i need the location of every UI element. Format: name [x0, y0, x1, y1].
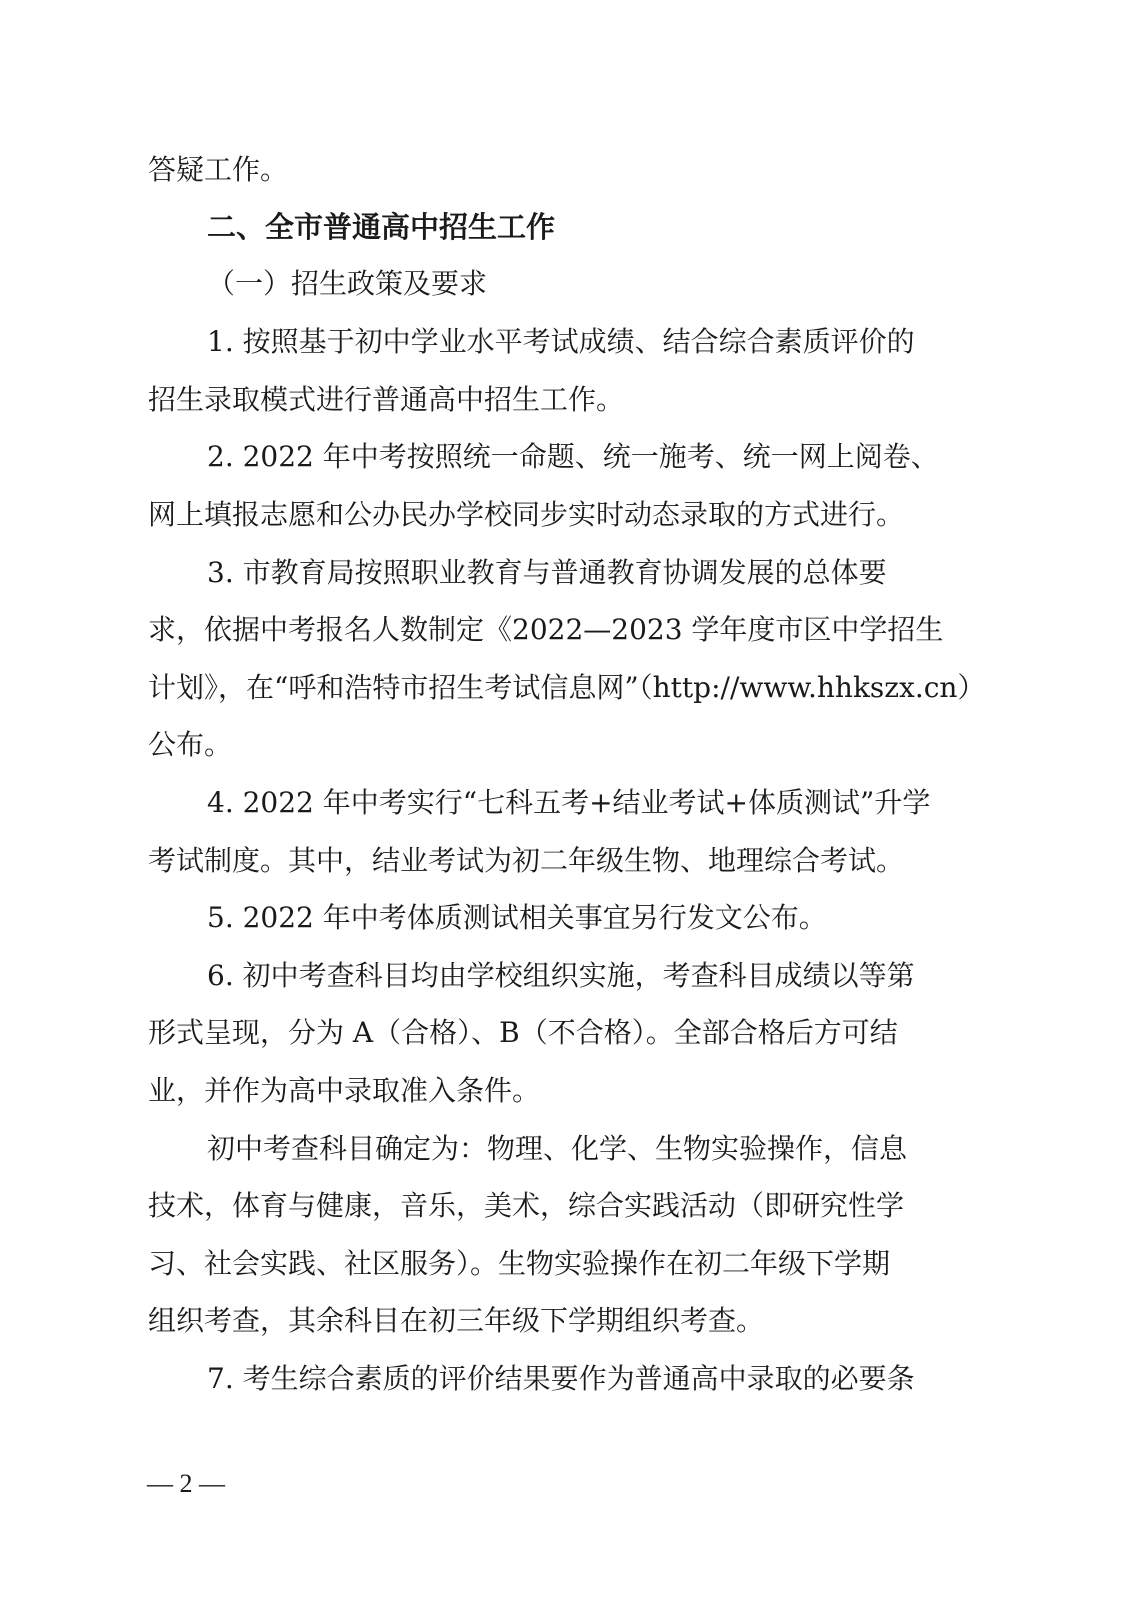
text-line: 求，依据中考报名人数制定《2022—2023 学年度市区中学招生: [148, 613, 944, 646]
text-line: 习、社会实践、社区服务）。生物实验操作在初二年级下学期: [148, 1247, 891, 1280]
text-line: 5. 2022 年中考体质测试相关事宜另行发文公布。: [207, 901, 827, 934]
text-line: 1. 按照基于初中学业水平考试成绩、结合综合素质评价的: [207, 325, 915, 358]
text-line: 考试制度。其中，结业考试为初二年级生物、地理综合考试。: [148, 844, 905, 877]
text-line: 招生录取模式进行普通高中招生工作。: [148, 383, 625, 416]
text-line: 组织考查，其余科目在初三年级下学期组织考查。: [148, 1304, 765, 1337]
text-line: 公布。: [148, 728, 233, 761]
text-line: 业，并作为高中录取准入条件。: [148, 1074, 541, 1107]
text-line: 计划》，在“呼和浩特市招生考试信息网”（http://www.hhkszx.cn）: [148, 671, 986, 704]
text-line: 网上填报志愿和公办民办学校同步实时动态录取的方式进行。: [148, 498, 905, 531]
text-line: 技术，体育与健康，音乐，美术，综合实践活动（即研究性学: [148, 1189, 905, 1222]
text-line: 答疑工作。: [148, 153, 289, 186]
page-number: — 2 —: [147, 1469, 225, 1498]
text-line: 7. 考生综合素质的评价结果要作为普通高中录取的必要条: [207, 1362, 915, 1395]
text-line: 6. 初中考查科目均由学校组织实施，考查科目成绩以等第: [207, 959, 915, 992]
text-line: 初中考查科目确定为：物理、化学、生物实验操作，信息: [207, 1132, 908, 1165]
text-line: 形式呈现，分为 A（合格）、B（不合格）。全部合格后方可结: [148, 1016, 898, 1049]
text-line: 4. 2022 年中考实行“七科五考+结业考试+体质测试”升学: [207, 786, 931, 819]
subsection-heading: （一）招生政策及要求: [207, 267, 488, 300]
text-line: 2. 2022 年中考按照统一命题、统一施考、统一网上阅卷、: [207, 440, 939, 473]
text-line: 3. 市教育局按照职业教育与普通教育协调发展的总体要: [207, 556, 887, 589]
section-heading: 二、全市普通高中招生工作: [207, 210, 556, 244]
